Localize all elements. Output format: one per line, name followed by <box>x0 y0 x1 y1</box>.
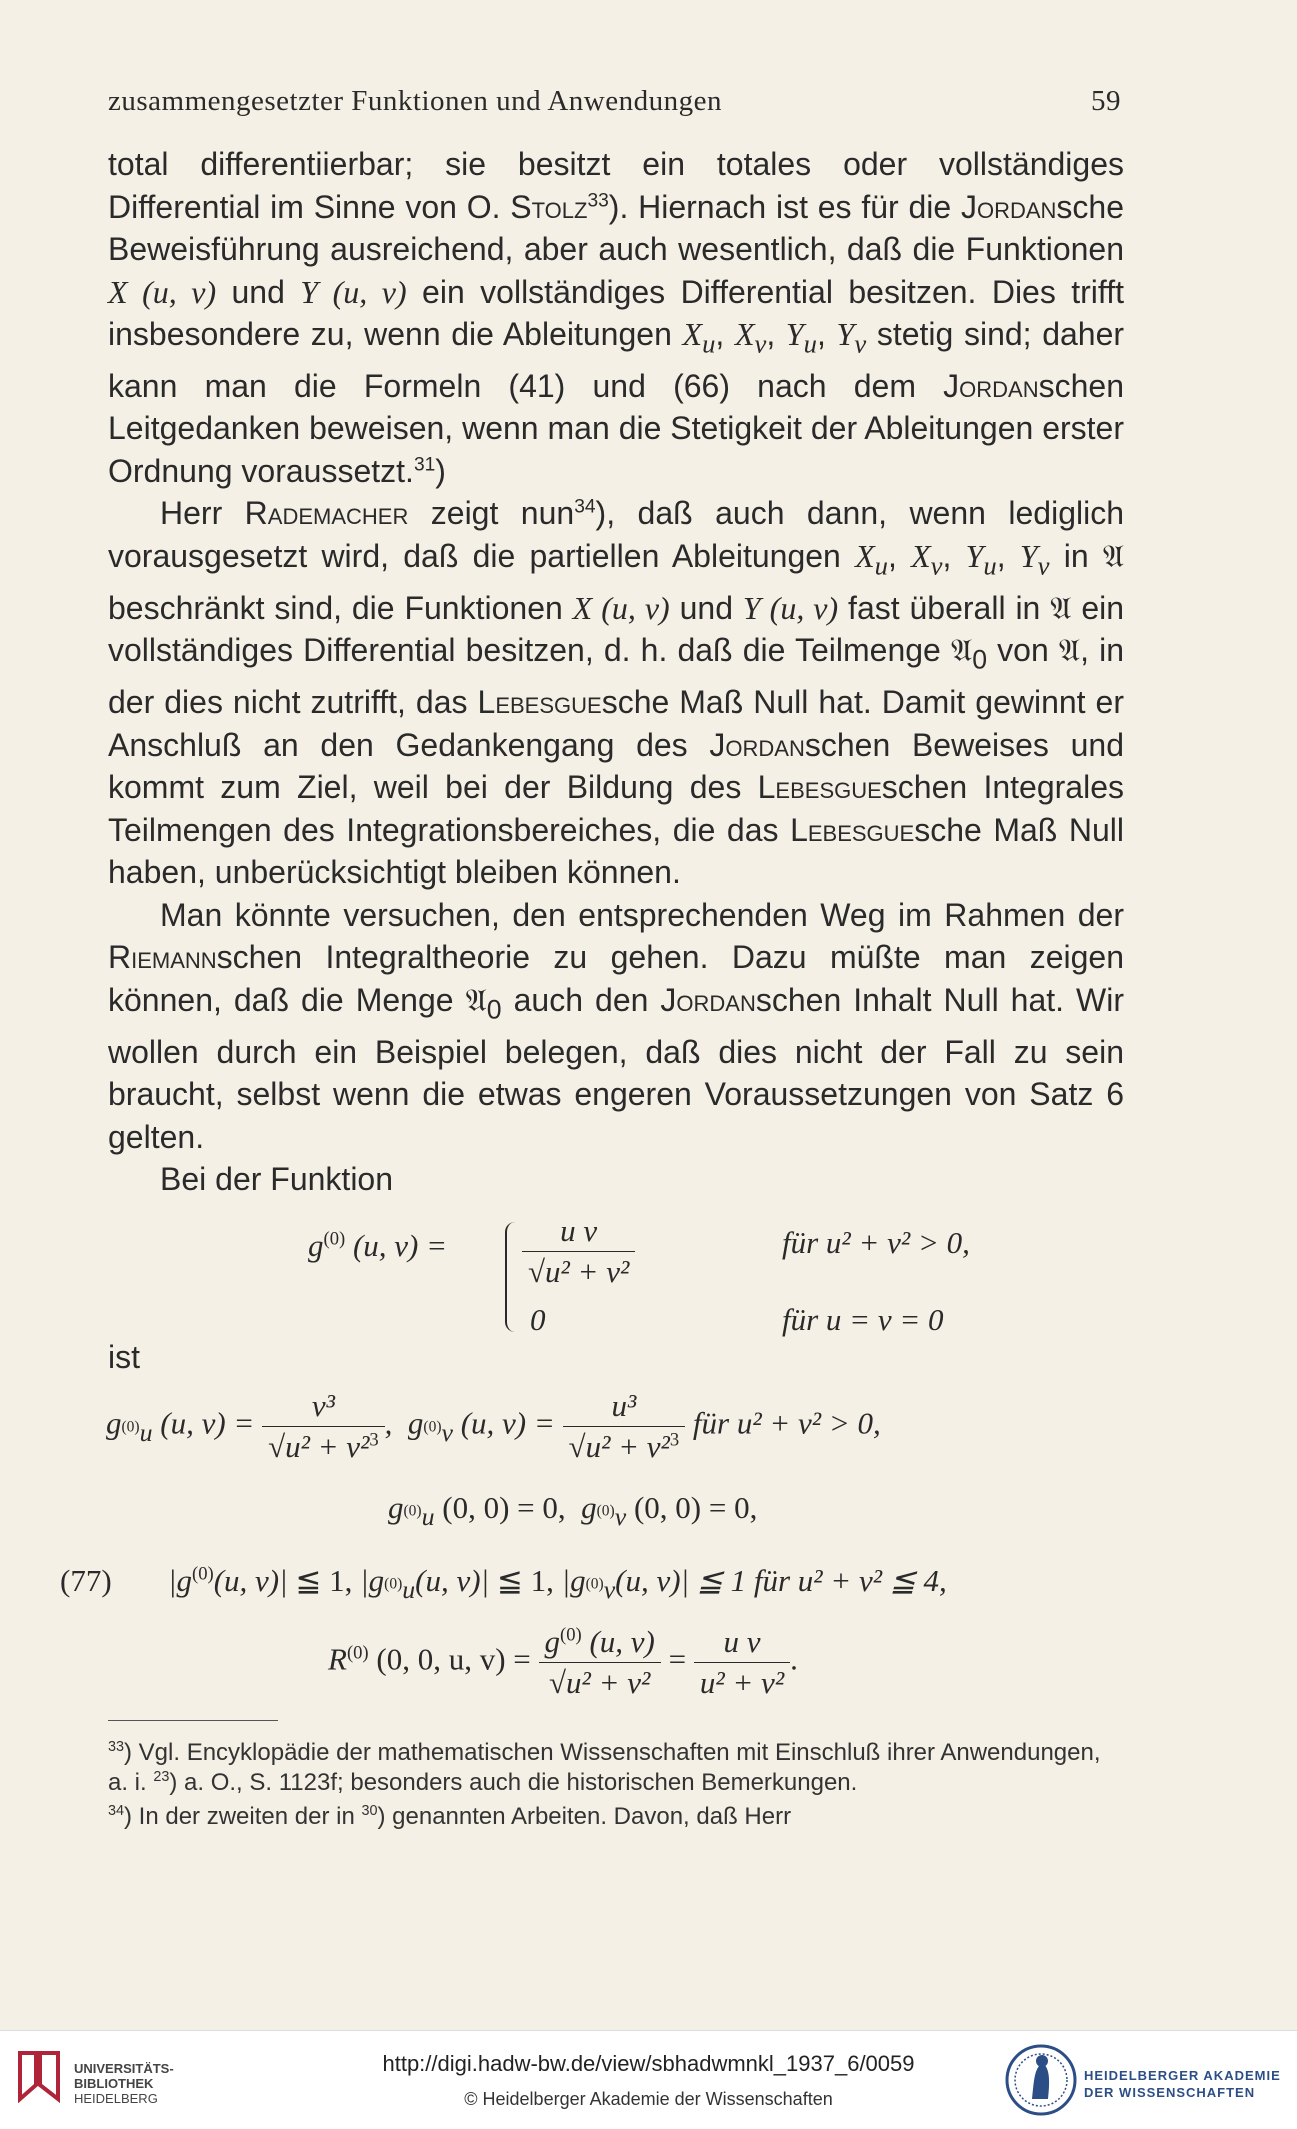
footnote-34: $^{34}$) In der zweiten der in $^{30}$) genannten Arbeiten. Davon, daß Herr <box>108 1803 792 1830</box>
equation-number-77: (77) <box>60 1563 112 1598</box>
case-1-value <box>522 1213 635 1290</box>
equation-77-bounds: $|g^{(0)}(u$, v)| ≦ 1, $|g_{^{(0)}u}(u$, v)| ≦ 1, $|g_{^{(0)}v}(u$, v)| ≦ 1 für u² + v² ≦ 4, <box>168 1563 947 1605</box>
gv-fraction: $\frac{\text{u³}}{√u^2 + v^2^3}$ <box>563 1388 686 1465</box>
paragraph-2: Herr Rademacher zeigt nun$^{34}$), daß auch dann, wenn lediglich vorausgesetzt wird, daß die partiellen Ableitungen $X_u$, $X_v$, $Y_u$, $Y_v$ in 𝔄 beschränkt sind, die Funktionen X (u, v) und Y (u, v) fast überall in 𝔄 ein vollständiges Differential besitzen, d. h. daß die Teilmenge 𝔄$_0$ von 𝔄, in der dies nicht zutrifft, das Lebesguesche Maß Null hat. Damit gewinnt er Anschluß an den Gedankengang des Jordanschen Beweises und kommt zum Ziel, weil bei der Bildung des Lebesgueschen Integrales Teilmengen des Integrationsbereiches, die das Lebesguesche Maß Null haben, unberücksichtigt bleiben können. <box>108 495 1125 891</box>
ist-line: ist <box>108 1339 140 1375</box>
academy-seal-icon <box>1004 2041 1078 2119</box>
case-1-fraction: $\frac{\text{u v}}{\text{√u² + v²}}$ <box>522 1213 635 1290</box>
academy-name: HEIDELBERGER AKADEMIE DER WISSENSCHAFTEN <box>1084 2068 1281 2100</box>
viewer-footer <box>0 2030 1297 2129</box>
library-name: UNIVERSITÄTS- BIBLIOTHEK HEIDELBERG <box>74 2061 174 2106</box>
partial-derivatives-line: $g_{^{(0)}u}$ (u, v) = $\frac{\text{v³}}{√u^2 + v^2^3}$ , $g_{^{(0)}v}$ (u, v) = $\frac{\text{u³}}{√u^2 + v^2^3}$ für u² + v² > 0, <box>106 1388 881 1464</box>
main-text <box>108 143 1124 1201</box>
running-head <box>108 85 1121 118</box>
copyright-notice: © Heidelberger Akademie der Wissenschaften <box>464 2089 833 2109</box>
footnote-33: $^{33}$) Vgl. Encyklopädie der mathematischen Wissenschaften mit Einschluß ihrer Anwendungen, a. i. $^{23}$) a. O., S. 1123f; besonders auch die historischen Bemerkungen. <box>108 1739 1101 1796</box>
footnotes <box>108 1738 1124 1836</box>
footnote-rule <box>108 1720 278 1721</box>
gu-fraction: $\frac{\text{v³}}{√u^2 + v^2^3}$ <box>262 1388 385 1465</box>
case-1-condition: für u² + v² > 0, <box>782 1225 970 1260</box>
case-2-condition: für u = v = 0 <box>782 1302 944 1337</box>
page-number: 59 <box>1091 85 1121 117</box>
permalink-url[interactable]: http://digi.hadw-bw.de/view/sbhadwmnkl_1937_6/0059 <box>382 2051 915 2076</box>
paragraph-1: total differentiierbar; sie besitzt ein totales oder vollständiges Differential im Sinne von O. Stolz$^{33}$). Hiernach ist es für die Jordansche Beweisführung ausreichend, aber auch wesentlich, daß die Funktionen X (u, v) und Y (u, v) ein vollständiges Differential besitzen. Dies trifft insbesondere zu, wenn die Ableitungen $X_u$, $X_v$, $Y_u$, $Y_v$ stetig sind; daher kann man die Formeln (41) und (66) nach dem Jordanschen Leitgedanken beweisen, wenn man die Stetigkeit der Ableitungen erster Ordnung voraussetzt.$^{31}$) <box>108 146 1125 489</box>
remainder-fraction-1: $\frac{g^{(0)} (u, v)}{\text{√u² + v²}}$ <box>539 1624 661 1701</box>
remainder-formula: $R^{(0)}$ (0, 0, u, v) = $\frac{g^{(0)} (u, v)}{\text{√u² + v²}}$ = $\frac{\text{u v}}{\text{u² + v²}}$ . <box>328 1624 798 1700</box>
case-2-value: 0 <box>530 1302 546 1337</box>
paragraph-4: Bei der Funktion <box>160 1161 394 1198</box>
g0-definition-lhs: $g^{(0)}$ (u, v) = <box>308 1228 448 1263</box>
values-at-origin: $g_{^{(0)}u}$ (0, 0) = 0, $g_{^{(0)}v}$ (0, 0) = 0, <box>388 1490 758 1532</box>
paragraph-3: Man könnte versuchen, den entsprechenden Weg im Rahmen der Riemannschen Integraltheorie zu gehen. Dazu müßte man zeigen können, daß die Menge 𝔄$_0$ auch den Jordanschen Inhalt Null hat. Wir wollen durch ein Beispiel belegen, daß dies nicht der Fall zu sein braucht, selbst wenn die etwas engeren Voraussetzungen von Satz 6 gelten. <box>108 896 1125 1155</box>
remainder-fraction-2: $\frac{\text{u v}}{\text{u² + v²}}$ <box>694 1624 790 1701</box>
case-brace <box>505 1222 517 1332</box>
running-title: zusammengesetzter Funktionen und Anwendungen <box>108 85 722 117</box>
